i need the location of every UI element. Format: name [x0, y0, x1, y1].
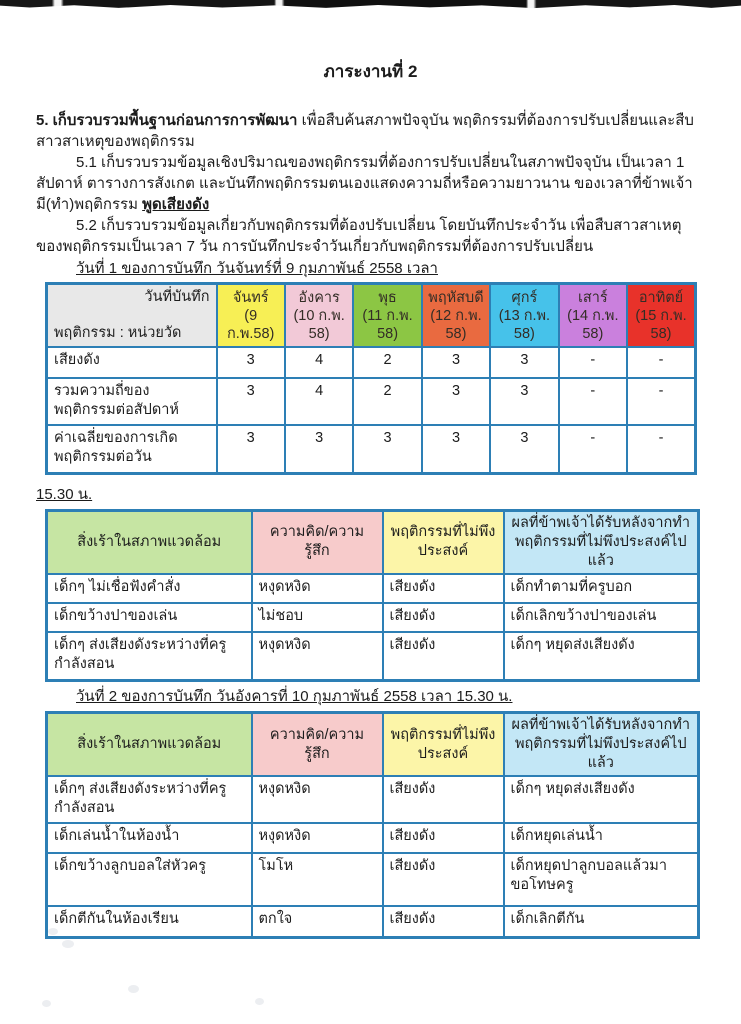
observation-cell: เสียงดัง: [383, 632, 504, 681]
day-header-cell: [627, 284, 695, 348]
observation-cell: เด็กหยุดปาลูกบอลแล้วมาขอโทษครู: [504, 853, 699, 906]
item5-lead: 5. เก็บรวบรวมพื้นฐานก่อนการการพัฒนา: [36, 112, 298, 129]
observation-cell: ไม่ชอบ: [252, 603, 383, 632]
day-name-label: เสาร์: [577, 289, 608, 306]
observation-cell: เด็กหยุดเล่นน้ำ: [504, 823, 699, 853]
frequency-value-cell: 3: [490, 378, 558, 425]
observation-cell: เด็กเลิกตีกัน: [504, 906, 699, 937]
frequency-value-cell: -: [627, 378, 695, 425]
observation-cell: เด็กๆ หยุดส่งเสียงดัง: [504, 776, 699, 823]
day1-observation-table: [45, 509, 700, 683]
frequency-value-cell: 2: [353, 378, 421, 425]
frequency-value-cell: 3: [490, 347, 558, 378]
observation-cell: เด็กขว้างลูกบอลใส่หัวครู: [47, 853, 252, 906]
day-date-label: (15 ก.พ. 58): [635, 307, 687, 342]
frequency-value-cell: -: [559, 425, 627, 473]
day-name-label: อังคาร: [298, 289, 340, 306]
day-name-label: อาทิตย์: [638, 289, 684, 306]
frequency-value-cell: 3: [353, 425, 421, 473]
day2-record-heading: วันที่ 2 ของการบันทึก วันอังคารที่ 10 กุมภาพันธ์ 2558 เวลา 15.30 น.: [76, 688, 513, 705]
day-date-label: (9 ก.พ.58): [227, 307, 275, 342]
day-header-cell: [559, 284, 627, 348]
day-date-label: (10 ก.พ. 58): [293, 307, 345, 342]
scan-speck: [42, 1000, 51, 1007]
frequency-value-cell: 3: [422, 425, 490, 473]
day-header-cell: [490, 284, 558, 348]
observation-header-row: [47, 713, 699, 777]
frequency-value-cell: 4: [285, 347, 353, 378]
scan-artifact-strip: [0, 0, 741, 9]
target-behavior-label: พูดเสียงดัง: [142, 196, 210, 213]
observation-row: [47, 574, 699, 603]
frequency-value-cell: 3: [422, 347, 490, 378]
scan-speck: [48, 928, 58, 935]
observation-cell: เสียงดัง: [383, 823, 504, 853]
observation-row: [47, 906, 699, 937]
observation-header-cell: สิ่งเร้าในสภาพแวดล้อม: [47, 510, 252, 574]
behavior-label-cell: ค่าเฉลี่ยของการเกิดพฤติกรรมต่อวัน: [47, 425, 217, 473]
day-header-cell: [353, 284, 421, 348]
frequency-value-cell: 3: [490, 425, 558, 473]
frequency-table-corner-cell: [47, 284, 217, 348]
day-name-label: พฤหัสบดี: [428, 289, 484, 306]
observation-cell: เด็กตีกันในห้องเรียน: [47, 906, 252, 937]
observation-header-cell: พฤติกรรมที่ไม่พึงประสงค์: [383, 510, 504, 574]
frequency-table-row: [47, 347, 696, 378]
frequency-table-header-row: [47, 284, 696, 348]
observation-cell: เสียงดัง: [383, 574, 504, 603]
observation-header-cell: ความคิด/ความรู้สึก: [252, 713, 383, 777]
observation-cell: เด็กขว้างปาของเล่น: [47, 603, 252, 632]
paragraph-item-5-1: [36, 152, 705, 215]
day1-time-heading: 15.30 น.: [36, 485, 93, 503]
frequency-table-row: [47, 378, 696, 425]
day-header-cell: [422, 284, 490, 348]
day2-observation-body: [47, 776, 699, 937]
day-header-cell: [217, 284, 285, 348]
frequency-value-cell: 4: [285, 378, 353, 425]
frequency-table-body: [47, 347, 696, 473]
day1-observation-body: [47, 574, 699, 681]
observation-row: [47, 823, 699, 853]
observation-cell: หงุดหงิด: [252, 632, 383, 681]
observation-cell: เสียงดัง: [383, 906, 504, 937]
frequency-table-row: [47, 425, 696, 473]
day2-observation-table: [45, 711, 700, 939]
day-name-label: จันทร์: [232, 289, 269, 306]
observation-header-cell: ผลที่ข้าพเจ้าได้รับหลังจากทำพฤติกรรมที่ไม่พึงประสงค์ไปแล้ว: [504, 510, 699, 574]
observation-cell: หงุดหงิด: [252, 574, 383, 603]
observation-cell: เสียงดัง: [383, 776, 504, 823]
observation-header-cell: สิ่งเร้าในสภาพแวดล้อม: [47, 713, 252, 777]
frequency-table: [45, 282, 697, 475]
observation-cell: เด็กทำตามที่ครูบอก: [504, 574, 699, 603]
frequency-value-cell: -: [627, 425, 695, 473]
observation-cell: ตกใจ: [252, 906, 383, 937]
observation-cell: เด็กๆ ส่งเสียงดังระหว่างที่ครูกำลังสอน: [47, 776, 252, 823]
observation-header-cell: ผลที่ข้าพเจ้าได้รับหลังจากทำพฤติกรรมที่ไม่พึงประสงค์ไปแล้ว: [504, 713, 699, 777]
frequency-value-cell: -: [559, 347, 627, 378]
behavior-label-cell: เสียงดัง: [47, 347, 217, 378]
observation-row: [47, 603, 699, 632]
observation-cell: เด็กเล่นน้ำในห้องน้ำ: [47, 823, 252, 853]
day-date-label: (14 ก.พ. 58): [567, 307, 619, 342]
observation-cell: หงุดหงิด: [252, 776, 383, 823]
document-content: [36, 9, 705, 939]
observation-cell: เด็กๆ ส่งเสียงดังระหว่างที่ครูกำลังสอน: [47, 632, 252, 681]
scan-speck: [62, 940, 74, 948]
item51-body: 5.1 เก็บรวบรวมข้อมูลเชิงปริมาณของพฤติกรรมที่ต้องการปรับเปลี่ยนในสภาพปัจจุบัน เป็นเวลา 1 สัปดาห์ ตารางการสังเกต และบันทึกพฤติกรรมตนเองแสดงความถี่หรือความยาวนาน ของเวลาที่ข้าพเจ้า มี(ทำ)พฤติกรรม: [36, 154, 693, 213]
day-name-label: ศุกร์: [511, 289, 538, 306]
page-title: ภาระงานที่ 2: [323, 62, 418, 81]
day-header-cell: [285, 284, 353, 348]
paragraph-item-5-2: 5.2 เก็บรวบรวมข้อมูลเกี่ยวกับพฤติกรรมที่ต้องปรับเปลี่ยน โดยบันทึกประจำวัน เพื่อสืบสาวสาเหตุของพฤติกรรมเป็นเวลา 7 วัน การบันทึกประจำวันเกี่ยวกับพฤติกรรมที่ต้องการปรับเปลี่ยน: [36, 217, 682, 255]
frequency-value-cell: 3: [217, 378, 285, 425]
corner-date-label: วันที่บันทึก: [144, 289, 210, 305]
observation-cell: เด็กเลิกขว้างปาของเล่น: [504, 603, 699, 632]
frequency-value-cell: 3: [285, 425, 353, 473]
paragraph-item-5: [36, 110, 705, 152]
frequency-value-cell: 3: [217, 425, 285, 473]
observation-row: [47, 632, 699, 681]
observation-cell: เสียงดัง: [383, 603, 504, 632]
day-date-label: (13 ก.พ. 58): [498, 307, 551, 342]
corner-behavior-label: พฤติกรรม : หน่วยวัด: [54, 325, 182, 341]
observation-header-cell: ความคิด/ความรู้สึก: [252, 510, 383, 574]
day1-record-heading: วันที่ 1 ของการบันทึก วันจันทร์ที่ 9 กุมภาพันธ์ 2558 เวลา: [76, 260, 438, 277]
frequency-value-cell: 2: [353, 347, 421, 378]
observation-cell: หงุดหงิด: [252, 823, 383, 853]
observation-cell: เด็กๆ หยุดส่งเสียงดัง: [504, 632, 699, 681]
day-name-label: พุธ: [378, 289, 397, 306]
frequency-value-cell: 3: [217, 347, 285, 378]
scan-speck: [255, 998, 264, 1005]
observation-row: [47, 853, 699, 906]
observation-row: [47, 776, 699, 823]
observation-header-cell: พฤติกรรมที่ไม่พึงประสงค์: [383, 713, 504, 777]
scan-speck: [128, 985, 139, 993]
frequency-value-cell: -: [627, 347, 695, 378]
frequency-value-cell: -: [559, 378, 627, 425]
observation-cell: เสียงดัง: [383, 853, 504, 906]
observation-header-row: [47, 510, 699, 574]
item5-body: เพื่อสืบค้นสภาพปัจจุบัน พฤติกรรมที่ต้องการปรับเปลี่ยนและสืบสาวสาเหตุของพฤติกรรม: [36, 112, 694, 150]
behavior-label-cell: รวมความถี่ของพฤติกรรมต่อสัปดาห์: [47, 378, 217, 425]
day-date-label: (12 ก.พ. 58): [430, 307, 482, 342]
observation-cell: โมโห: [252, 853, 383, 906]
observation-cell: เด็กๆ ไม่เชื่อฟังคำสั่ง: [47, 574, 252, 603]
day-date-label: (11 ก.พ. 58): [362, 307, 413, 342]
frequency-value-cell: 3: [422, 378, 490, 425]
